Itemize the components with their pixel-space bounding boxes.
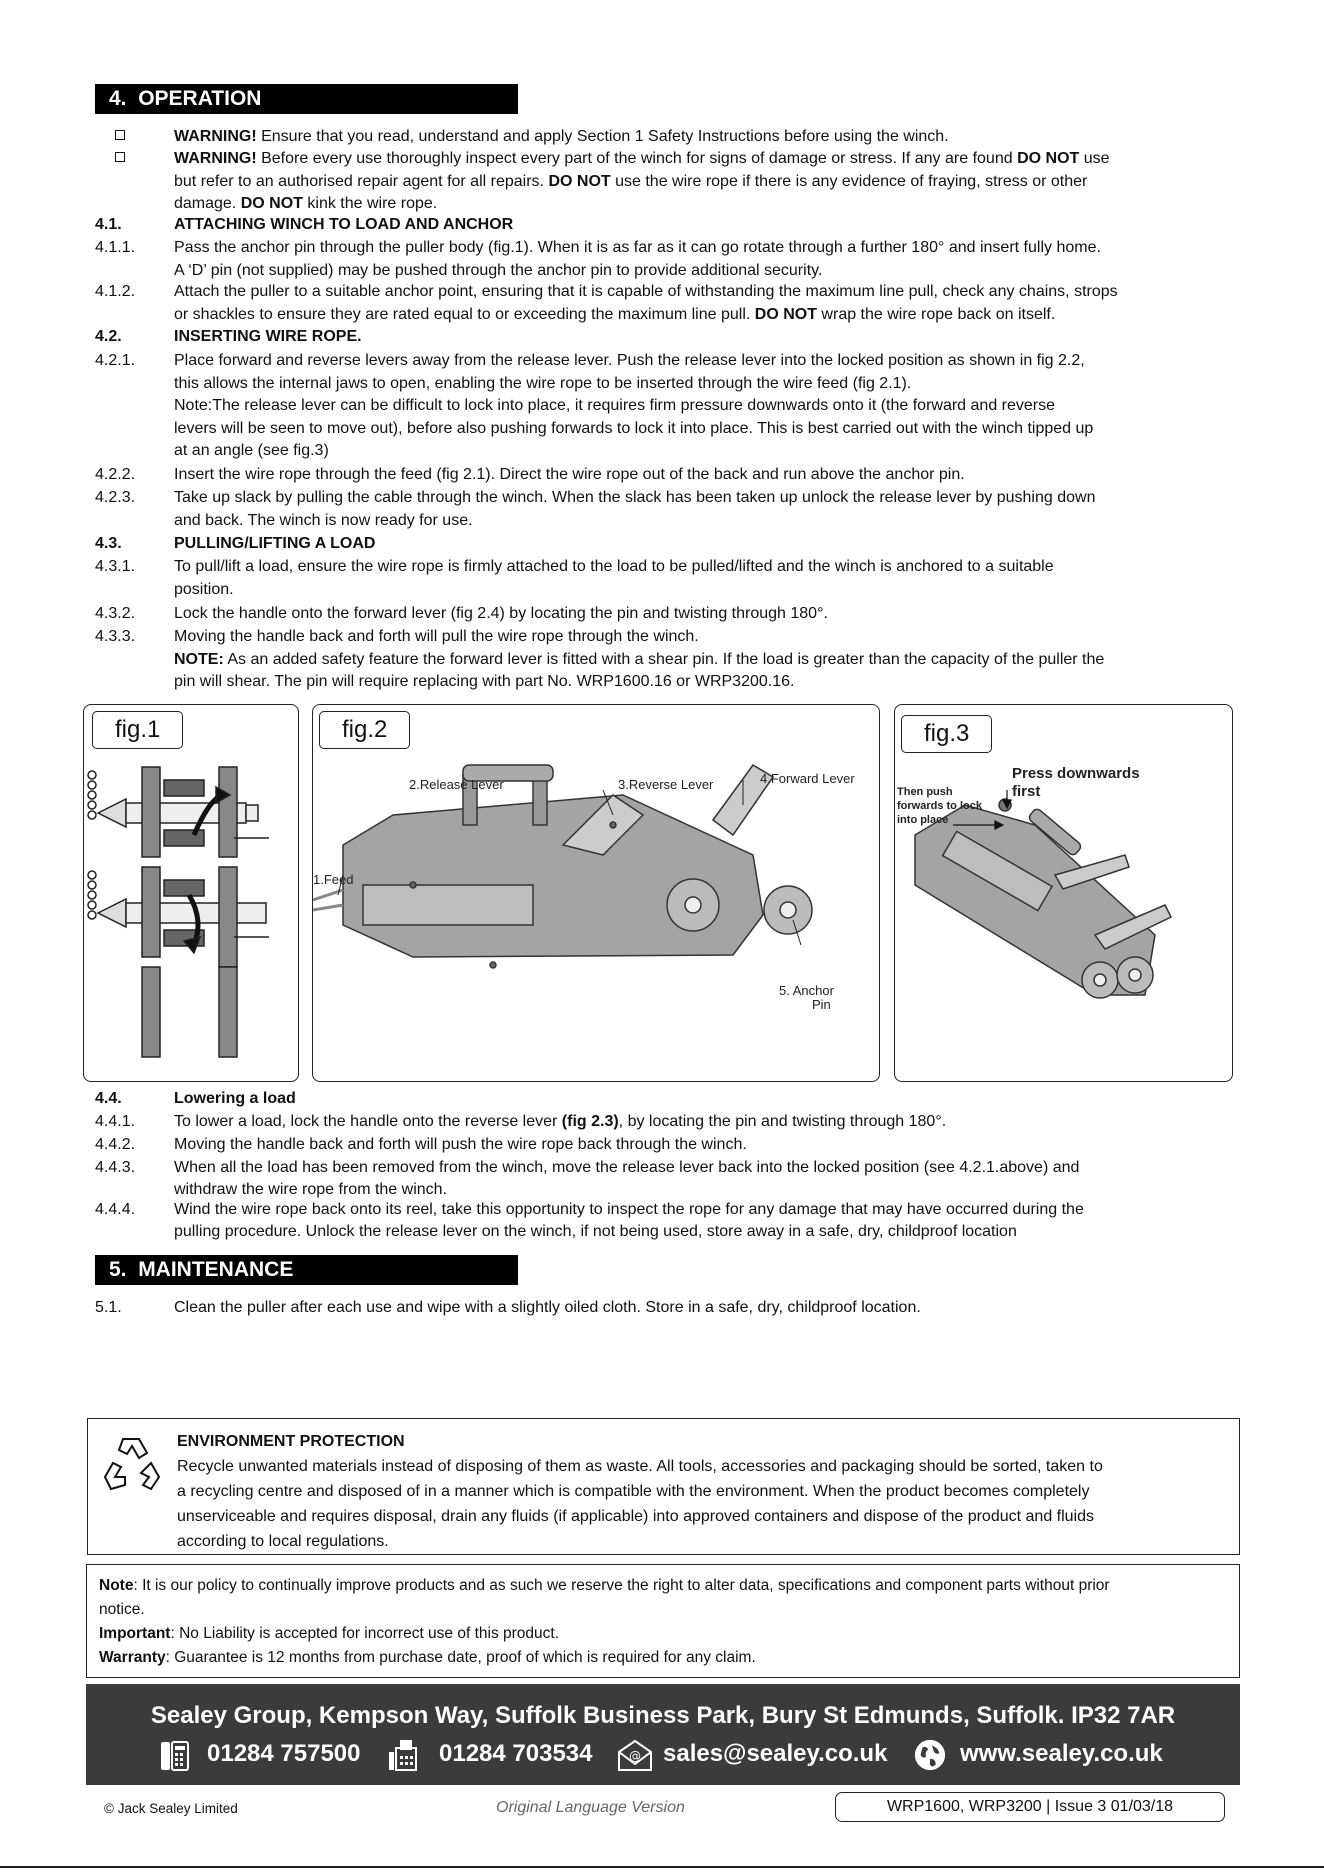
warning-label: WARNING! (174, 150, 257, 167)
item-text: at an angle (see fig.3) (174, 442, 329, 459)
item-text: A ‘D’ pin (not supplied) may be pushed through the anchor pin to provide additional security. (174, 261, 823, 279)
email-icon (616, 1738, 654, 1772)
item-text: withdraw the wire rope from the winch. (174, 1180, 447, 1198)
section-4-heading (95, 84, 518, 114)
item-text: Place forward and reverse levers away from the release lever. Push the release lever into the locked position as shown in fig 2.2, (174, 352, 1085, 369)
release-lever-label: 2.Release Lever (409, 777, 504, 792)
item-text: Lock the handle onto the forward lever (fig 2.4) by locating the pin and twisting through 180°. (174, 605, 828, 622)
checkbox-icon (115, 152, 125, 162)
note-label: Note (99, 1577, 134, 1594)
phone-number[interactable]: 01284 757500 (207, 1740, 361, 1767)
warranty-label: Warranty (99, 1649, 166, 1666)
recycle-icon (99, 1433, 163, 1497)
item-number: 4.1.2. (95, 283, 136, 300)
item-text: pin will shear. The pin will require replacing with part No. WRP1600.16 or WRP3200.16. (174, 673, 795, 690)
emphasis: (fig 2.3) (561, 1113, 619, 1130)
item-number: 4.2.2. (95, 466, 136, 483)
legal-note-box (86, 1564, 1240, 1678)
note-text: notice. (99, 1601, 145, 1618)
push-instruction-3: into place (897, 814, 949, 826)
page-bottom-rule (0, 1866, 1324, 1868)
checkbox-icon (115, 130, 125, 140)
item-text: To pull/lift a load, ensure the wire rope is firmly attached to the load to be pulled/lifted and the winch is anchored to a suitable (174, 558, 1054, 575)
item-text: or shackles to ensure they are rated equal to or exceeding the maximum line pull. (174, 305, 755, 323)
forward-lever-label: 4.Forward Lever (760, 771, 855, 786)
item-text: To lower a load, lock the handle onto the reverse lever (174, 1113, 562, 1130)
winch-diagram (313, 705, 880, 1082)
warning-text: damage. (174, 195, 241, 212)
item-text: Note:The release lever can be difficult to lock into place, it requires firm pressure downwards onto it (the forward and reverse (174, 397, 1056, 414)
environment-text: a recycling centre and disposed of in a manner which is compatible with the environment. When the product becomes completely (177, 1483, 1090, 1500)
fax-number[interactable]: 01284 703534 (439, 1740, 593, 1767)
item-number: 4.4. (95, 1090, 122, 1107)
environment-protection-box (87, 1418, 1240, 1555)
section-number: 4. (109, 87, 127, 110)
environment-text: according to local regulations. (177, 1533, 389, 1550)
important-label: Important (99, 1625, 171, 1642)
winch-tilted-diagram (895, 705, 1233, 1082)
model-issue-box: WRP1600, WRP3200 | Issue 3 01/03/18 (835, 1792, 1225, 1822)
environment-title: ENVIRONMENT PROTECTION (177, 1433, 405, 1450)
item-text: Attach the puller to a suitable anchor point, ensuring that it is capable of withstanding the maximum line pull, check any chains, strops (174, 283, 1118, 300)
contact-footer (86, 1684, 1240, 1785)
figure-2 (312, 704, 880, 1082)
warranty-text: : Guarantee is 12 months from purchase date, proof of which is required for any claim. (165, 1649, 756, 1666)
figure-label: fig.3 (901, 715, 992, 753)
item-text: When all the load has been removed from the winch, move the release lever back into the locked position (see 4.2.1.above) and (174, 1159, 1080, 1176)
item-number: 4.3.2. (95, 605, 136, 622)
warning-text: Ensure that you read, understand and apply Section 1 Safety Instructions before using the winch. (256, 128, 949, 145)
section-5-heading (95, 1255, 518, 1285)
warning-text: use the wire rope if there is any evidence of fraying, stress or other (610, 172, 1088, 190)
item-text: Wind the wire rope back onto its reel, take this opportunity to inspect the rope for any damage that may have occurred during the (174, 1201, 1084, 1218)
item-number: 4.4.1. (95, 1113, 136, 1130)
reverse-lever-label: 3.Reverse Lever (618, 777, 714, 792)
warning-text: use (1079, 150, 1110, 167)
item-text: Insert the wire rope through the feed (fig 2.1). Direct the wire rope out of the back and run above the anchor pin. (174, 466, 965, 483)
emphasis: DO NOT (754, 305, 817, 323)
anchor-pin-diagram (84, 705, 299, 1082)
item-number: 5.1. (95, 1299, 122, 1316)
item-number: 4.3.1. (95, 558, 136, 575)
item-text: , by locating the pin and twisting through 180°. (618, 1113, 947, 1130)
item-text: Clean the puller after each use and wipe with a slightly oiled cloth. Store in a safe, dry, childproof location. (174, 1299, 921, 1316)
figure-label: fig.1 (92, 711, 183, 749)
item-number: 4.2.3. (95, 489, 136, 506)
warning-text: Before every use thoroughly inspect every part of the winch for signs of damage or stress. If any are found (256, 150, 1018, 167)
fax-icon (388, 1738, 418, 1772)
push-instruction: Then push (897, 786, 953, 798)
item-text: pulling procedure. Unlock the release lever on the winch, if not being used, store away in a safe, dry, childproof location (174, 1222, 1017, 1240)
item-text: Pass the anchor pin through the puller body (fig.1). When it is as far as it can go rotate through a further 180° and insert fully home. (174, 239, 1101, 256)
item-text: Moving the handle back and forth will pull the wire rope through the winch. (174, 628, 699, 645)
item-number: 4.4.2. (95, 1136, 136, 1153)
figure-3 (894, 704, 1233, 1082)
anchor-pin-label: 5. Anchor (779, 983, 834, 998)
company-address: Sealey Group, Kempson Way, Suffolk Business Park, Bury St Edmunds, Suffolk. IP32 7AR (150, 1702, 1176, 1729)
emphasis: DO NOT (240, 195, 303, 212)
item-text: this allows the internal jaws to open, enabling the wire rope to be inserted through the wire feed (fig 2.1). (174, 374, 912, 392)
press-instruction: Press downwards (1012, 765, 1140, 782)
item-text: wrap the wire rope back on itself. (816, 305, 1056, 323)
warning-label: WARNING! (174, 128, 257, 145)
website-link[interactable]: www.sealey.co.uk (960, 1740, 1163, 1767)
heading-text: PULLING/LIFTING A LOAD (174, 535, 376, 552)
figure-1 (83, 704, 299, 1082)
item-text: Take up slack by pulling the cable through the winch. When the slack has been taken up unlock the release lever by pushing down (174, 489, 1096, 506)
copyright: © Jack Sealey Limited (104, 1801, 238, 1816)
item-number: 4.1.1. (95, 239, 136, 256)
note-label: NOTE: (174, 650, 224, 668)
svg-text:@: @ (629, 1749, 641, 1763)
item-number: 4.2. (95, 328, 122, 345)
item-text: As an added safety feature the forward lever is fitted with a shear pin. If the load is greater than the capacity of the puller the (223, 650, 1105, 668)
item-number: 4.2.1. (95, 352, 136, 369)
item-text: and back. The winch is now ready for use. (174, 511, 473, 529)
item-number: 4.4.3. (95, 1159, 136, 1176)
globe-icon (912, 1738, 948, 1772)
environment-text: unserviceable and requires disposal, drain any fluids (if applicable) into approved containers and dispose of the product and fluids (177, 1508, 1095, 1525)
emphasis: DO NOT (548, 172, 611, 190)
heading-text: Lowering a load (174, 1090, 296, 1107)
item-text: Moving the handle back and forth will push the wire rope back through the winch. (174, 1136, 747, 1153)
section-number: 5. (109, 1258, 127, 1281)
figure-label: fig.2 (319, 711, 410, 749)
heading-text: INSERTING WIRE ROPE. (174, 328, 362, 345)
item-number: 4.3.3. (95, 628, 136, 645)
item-text: position. (174, 580, 234, 598)
important-text: : No Liability is accepted for incorrect use of this product. (170, 1625, 560, 1642)
warning-text: but refer to an authorised repair agent for all repairs. (174, 172, 549, 190)
phone-icon (160, 1738, 190, 1772)
emphasis: DO NOT (1017, 150, 1080, 167)
item-number: 4.1. (95, 216, 122, 233)
push-instruction-2: forwards to lock (897, 800, 982, 812)
item-number: 4.3. (95, 535, 122, 552)
language-version: Original Language Version (496, 1799, 685, 1816)
email-link[interactable]: sales@sealey.co.uk (663, 1740, 888, 1767)
note-text: : It is our policy to continually improve products and as such we reserve the right to alter data, specifications and component parts without prior (133, 1577, 1110, 1594)
feed-label: 1.Feed (313, 872, 354, 887)
heading-text: ATTACHING WINCH TO LOAD AND ANCHOR (174, 216, 514, 233)
section-title: OPERATION (138, 87, 262, 110)
section-title: MAINTENANCE (138, 1258, 294, 1281)
warning-text: kink the wire rope. (302, 195, 438, 212)
environment-text: Recycle unwanted materials instead of disposing of them as waste. All tools, accessories and packaging should be sorted, taken to (177, 1458, 1103, 1475)
press-instruction-2: first (1012, 783, 1041, 800)
item-number: 4.4.4. (95, 1201, 136, 1218)
anchor-pin-label-2: Pin (812, 997, 831, 1012)
item-text: levers will be seen to move out), before also pushing forwards to lock it into place. This is best carried out with the winch tipped up (174, 419, 1094, 437)
